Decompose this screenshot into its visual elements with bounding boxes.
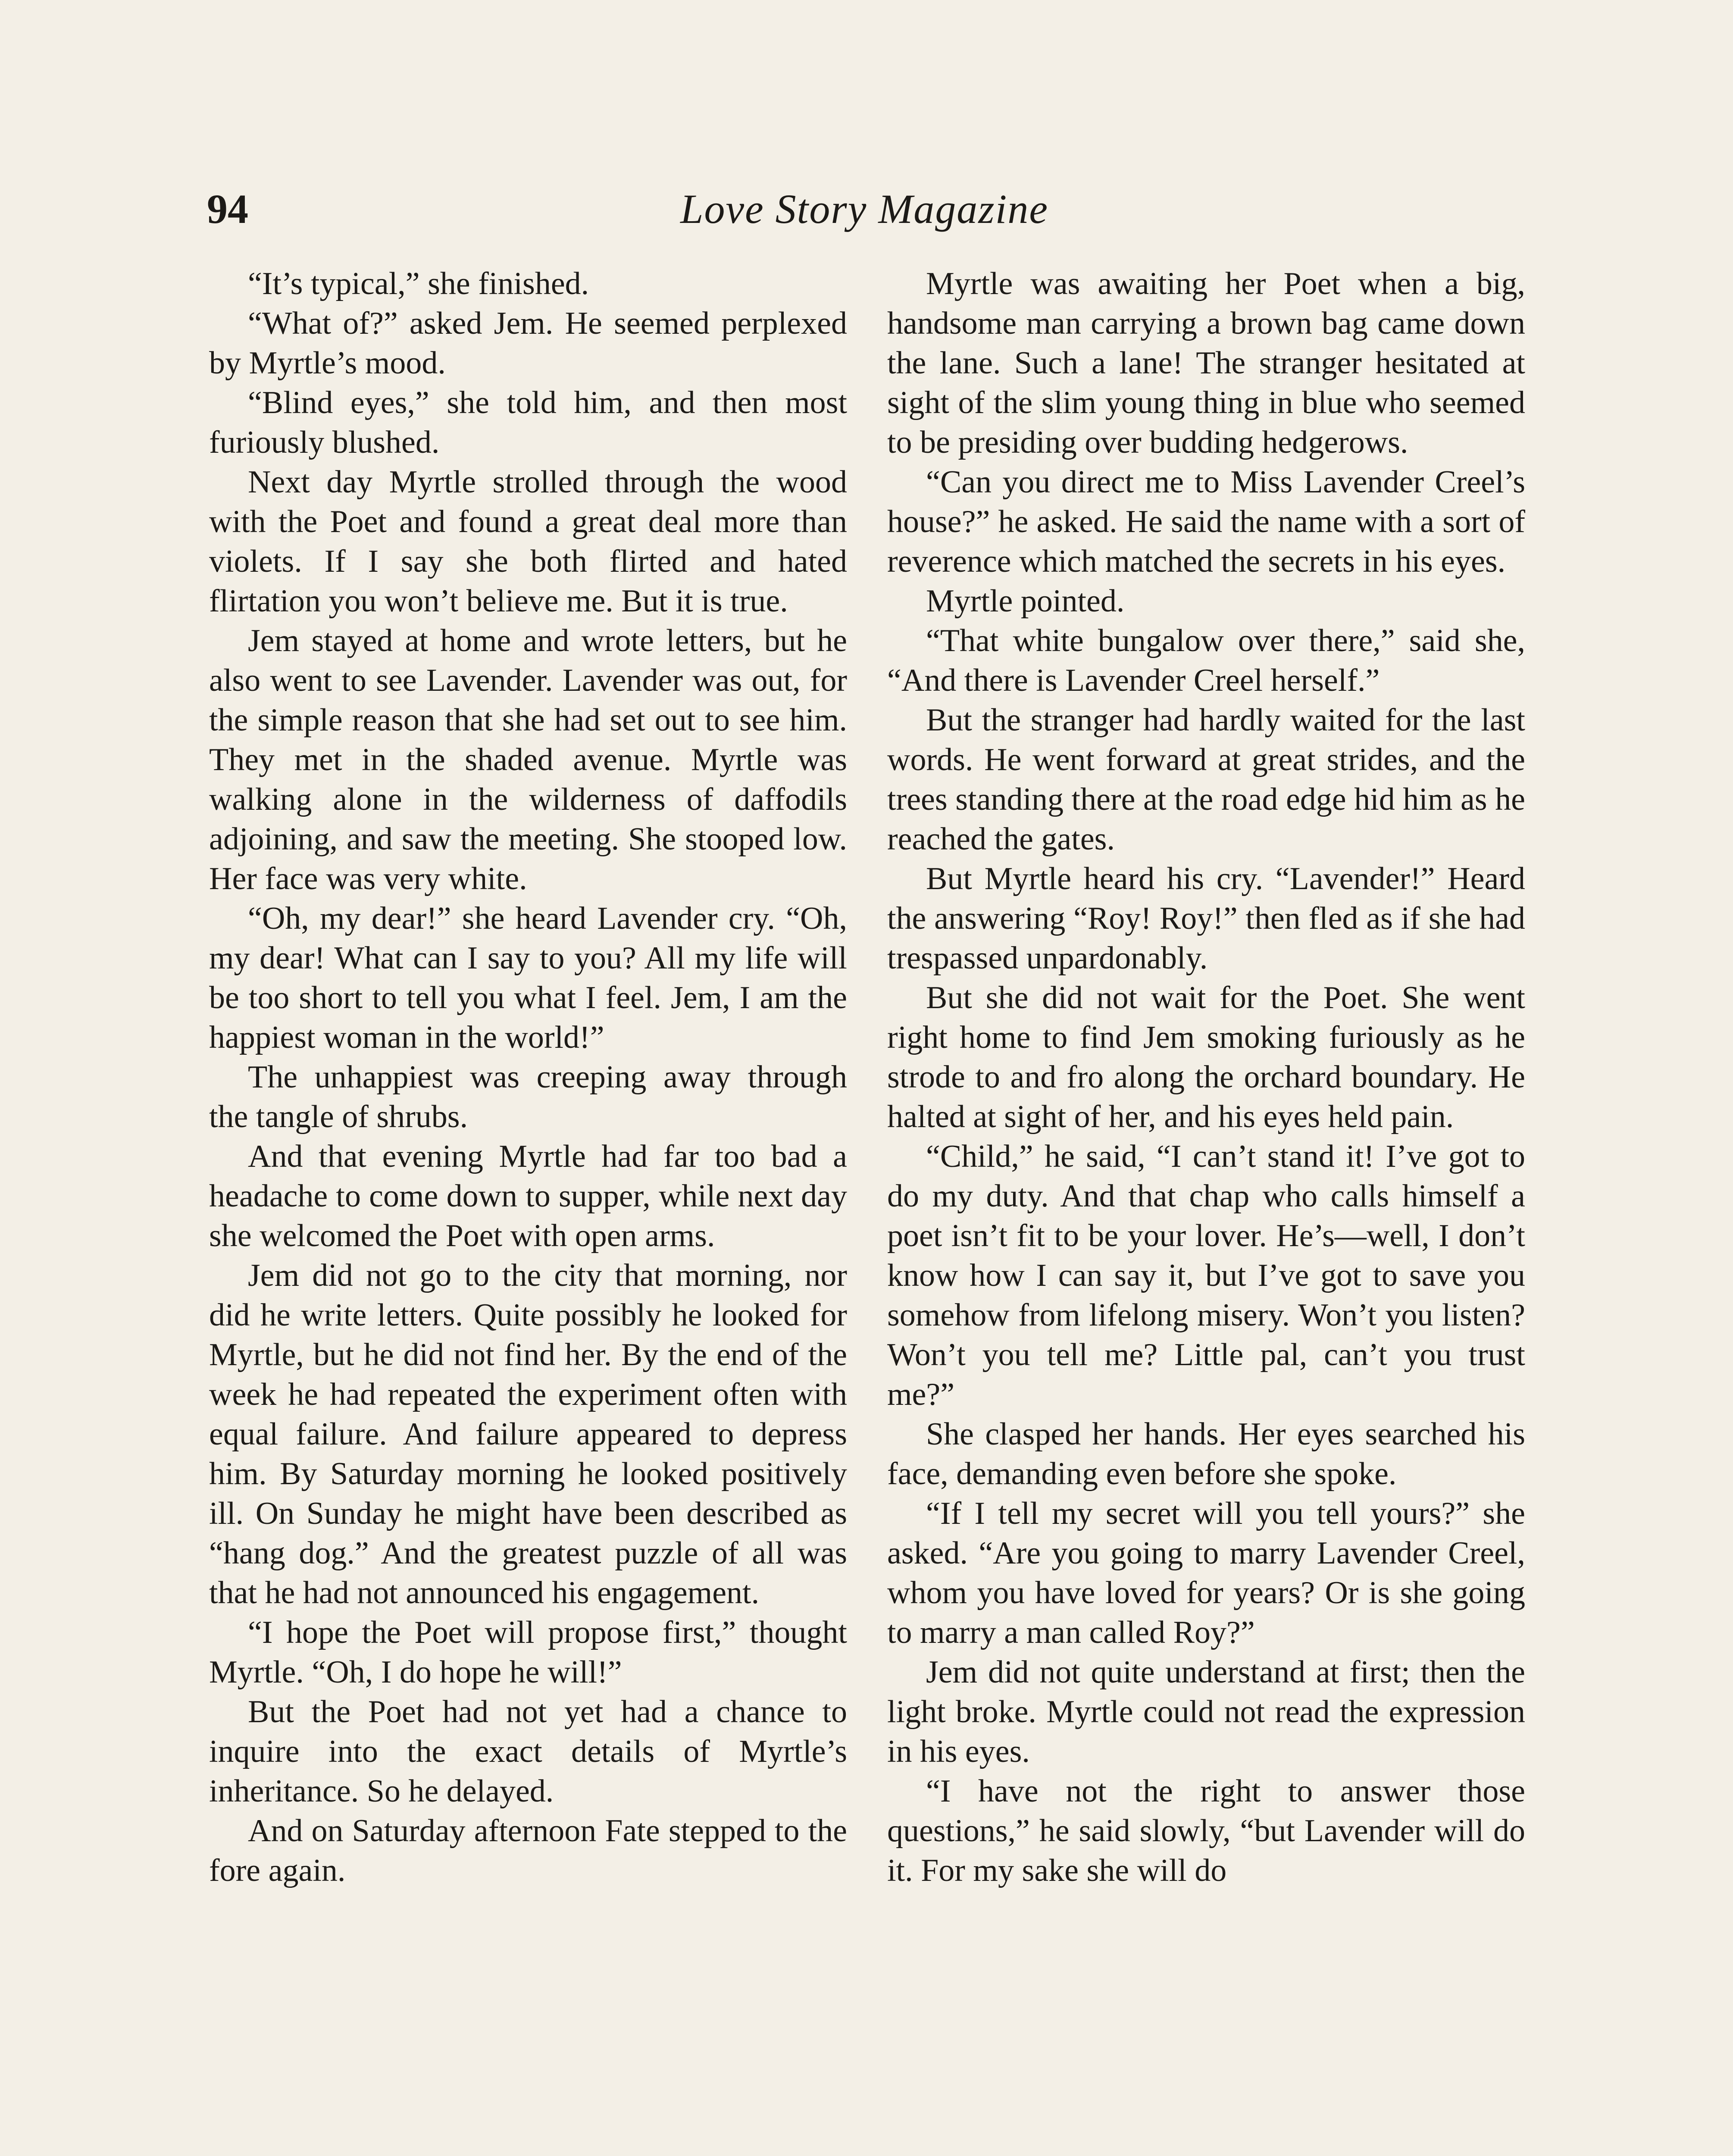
paragraph: “I have not the right to answer those questions,” he said slowly, “but Lavender will do it. For my sake she will do: [887, 1774, 1525, 1888]
paragraph: And on Saturday afternoon Fate stepped to the fore again.: [209, 1813, 847, 1888]
paragraph: “Can you direct me to Miss Lavender Creel’s house?” he asked. He said the name with a sort of reverence which matched the secrets in his eyes.: [887, 464, 1525, 579]
paragraph: “It’s typical,” she finished.: [248, 266, 589, 301]
paragraph: Myrtle pointed.: [926, 583, 1125, 619]
page-number: 94: [207, 186, 248, 232]
paragraph: “Oh, my dear!” she heard Lavender cry. “Oh, my dear! What can I say to you? All my life will be too short to tell you what I feel. Jem, I am the happiest woman in the world!”: [209, 901, 847, 1055]
paragraph: She clasped her hands. Her eyes searched his face, demanding even before she spoke.: [887, 1416, 1525, 1492]
paragraph: “That white bungalow over there,” said she, “And there is Lavender Creel herself.”: [887, 623, 1525, 698]
paragraph: “I hope the Poet will propose first,” thought Myrtle. “Oh, I do hope he will!”: [209, 1615, 847, 1690]
paragraph: But the stranger had hardly waited for the last words. He went forward at great strides, and the trees standing there at the road edge hid him as he reached the gates.: [887, 702, 1525, 857]
page-header: [207, 181, 1522, 237]
left-column: [209, 264, 847, 1890]
paragraph: “Blind eyes,” she told him, and then most furiously blushed.: [209, 385, 847, 460]
paragraph: “If I tell my secret will you tell yours?” she asked. “Are you going to marry Lavender Creel, whom you have loved for years? Or is she going to marry a man called Roy?”: [887, 1496, 1525, 1650]
paragraph: And that evening Myrtle had far too bad a headache to come down to supper, while next day she welcomed the Poet with open arms.: [209, 1139, 847, 1253]
paragraph: Jem did not quite understand at first; then the light broke. Myrtle could not read the expression in his eyes.: [887, 1655, 1525, 1769]
right-column: [887, 264, 1525, 1890]
paragraph: But the Poet had not yet had a chance to inquire into the exact details of Myrtle’s inheritance. So he delayed.: [209, 1694, 847, 1809]
paragraph: Next day Myrtle strolled through the wood with the Poet and found a great deal more than violets. If I say she both flirted and hated flirtation you won’t believe me. But it is true.: [209, 464, 847, 619]
paragraph: But she did not wait for the Poet. She went right home to find Jem smoking furiously as he strode to and fro along the orchard boundary. He halted at sight of her, and his eyes held pain.: [887, 980, 1525, 1134]
paragraph: “What of?” asked Jem. He seemed perplexed by Myrtle’s mood.: [209, 306, 847, 381]
paragraph: But Myrtle heard his cry. “Lavender!” Heard the answering “Roy! Roy!” then fled as if she had trespassed unpardonably.: [887, 861, 1525, 976]
paragraph: The unhappiest was creeping away through the tangle of shrubs.: [209, 1059, 847, 1134]
paragraph: Jem stayed at home and wrote letters, but he also went to see Lavender. Lavender was out, for the simple reason that she had set out to see him. They met in the shaded avenue. Myrtle was walking alone in the wilderness of daffodils adjoining, and saw the meeting. She stooped low. Her face was very white.: [209, 623, 847, 896]
paragraph: Myrtle was awaiting her Poet when a big, handsome man carrying a brown bag came down the lane. Such a lane! The stranger hesitated at sight of the slim young thing in blue who seemed to be presiding over budding hedgerows.: [887, 266, 1525, 460]
paragraph: Jem did not go to the city that morning, nor did he write letters. Quite possibly he looked for Myrtle, but he did not find her. By the end of the week he had repeated the experiment often with equal failure. And failure appeared to depress him. By Saturday morning he looked positively ill. On Sunday he might have been described as “hang dog.” And the greatest puzzle of all was that he had not announced his engagement.: [209, 1258, 847, 1611]
running-title: Love Story Magazine: [680, 186, 1048, 232]
paragraph: “Child,” he said, “I can’t stand it! I’ve got to do my duty. And that chap who calls himself a poet isn’t fit to be your lover. He’s—well, I don’t know how I can say it, but I’ve got to save you somehow from lifelong misery. Won’t you listen? Won’t you tell me? Little pal, can’t you trust me?”: [887, 1139, 1525, 1412]
